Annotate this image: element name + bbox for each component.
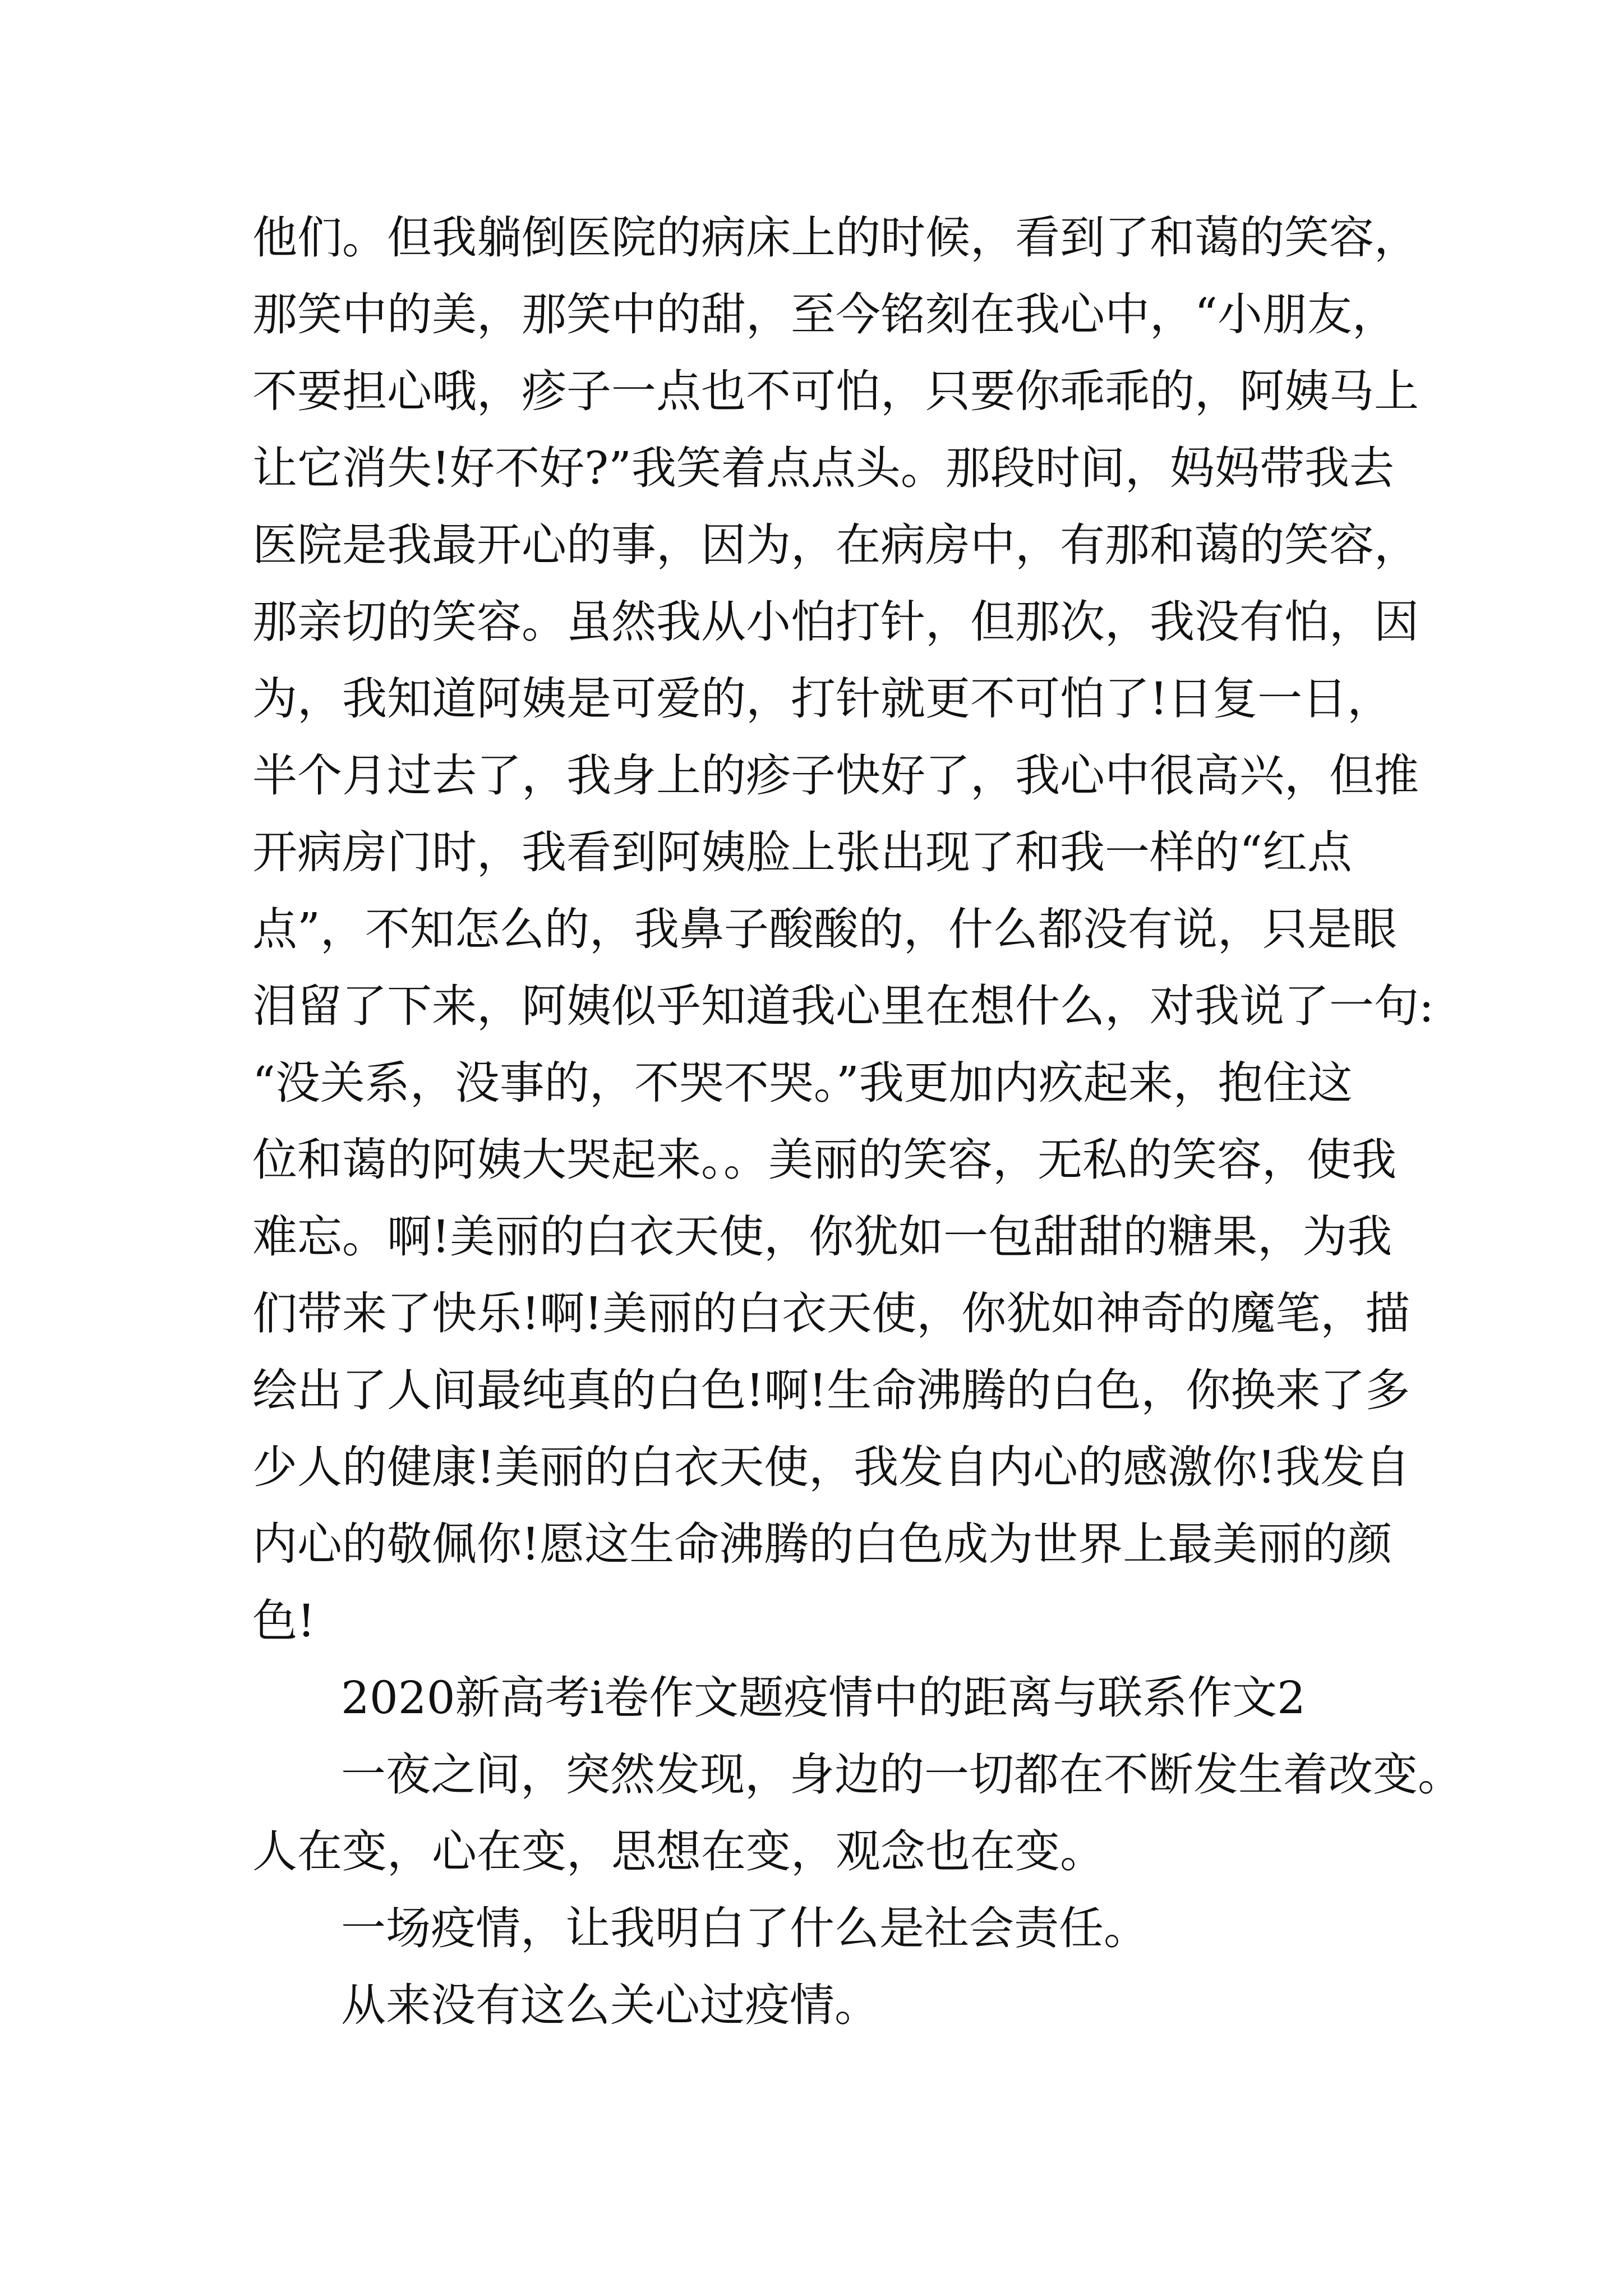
text-line: 半个月过去了，我身上的疹子快好了，我心中很高兴，但推: [252, 749, 1419, 802]
paragraph: [252, 1736, 1463, 1890]
text-line: 不要担心哦，疹子一点也不可怕，只要你乖乖的，阿姨马上: [252, 365, 1419, 417]
document-body: [252, 199, 1463, 2044]
text-line: 开病房门时，我看到阿姨脸上张出现了和我一样的“红点: [252, 826, 1352, 878]
paragraph: [252, 199, 1434, 1659]
text-line: 内心的敬佩你!愿这生命沸腾的白色成为世界上最美丽的颜: [252, 1518, 1393, 1570]
text-line: “没关系，没事的，不哭不哭。”我更加内疚起来，抱住这: [252, 1057, 1353, 1109]
text-line: 们带来了快乐!啊!美丽的白衣天使，你犹如神奇的魔笔，描: [252, 1287, 1410, 1340]
paragraph: [252, 1890, 1408, 1967]
text-line: 位和蔼的阿姨大哭起来。。美丽的笑容，无私的笑容，使我: [252, 1134, 1396, 1186]
paragraph: [252, 1967, 1408, 2044]
text-line: 泪留了下来，阿姨似乎知道我心里在想什么，对我说了一句:: [252, 980, 1434, 1032]
heading-line: 2020新高考i卷作文题疫情中的距离与联系作文2: [341, 1672, 1306, 1724]
text-line: 那亲切的笑容。虽然我从小怕打针，但那次，我没有怕，因: [252, 596, 1419, 648]
text-line: 从来没有这么关心过疫情。: [341, 1979, 879, 2031]
text-line: 难忘。啊!美丽的白衣天使，你犹如一包甜甜的糖果，为我: [252, 1211, 1393, 1263]
essay-heading: [252, 1659, 1408, 1736]
text-line: 为，我知道阿姨是可爱的，打针就更不可怕了!日复一日，: [252, 673, 1393, 725]
text-line: 点”，不知怎么的，我鼻子酸酸的，什么都没有说，只是眼: [252, 903, 1397, 955]
text-line: 他们。但我躺倒医院的病床上的时候，看到了和蔼的笑容，: [252, 211, 1419, 264]
text-line: 那笑中的美，那笑中的甜，至今铭刻在我心中，“小朋友，: [252, 288, 1397, 341]
text-line: 人在变，心在变，思想在变，观念也在变。: [252, 1825, 1105, 1878]
text-line: 少人的健康!美丽的白衣天使，我发自内心的感激你!我发自: [252, 1441, 1410, 1493]
text-line: 一夜之间，突然发现，身边的一切都在不断发生着改变。: [341, 1749, 1463, 1801]
text-line: 绘出了人间最纯真的白色!啊!生命沸腾的白色，你换来了多: [252, 1364, 1410, 1416]
text-line: 医院是我最开心的事，因为，在病房中，有那和蔼的笑容，: [252, 519, 1419, 571]
text-line: 让它消失!好不好?”我笑着点点头。那段时间，妈妈带我去: [252, 442, 1394, 494]
text-line: 一场疫情，让我明白了什么是社会责任。: [341, 1902, 1149, 1954]
text-line: 色!: [252, 1595, 316, 1647]
